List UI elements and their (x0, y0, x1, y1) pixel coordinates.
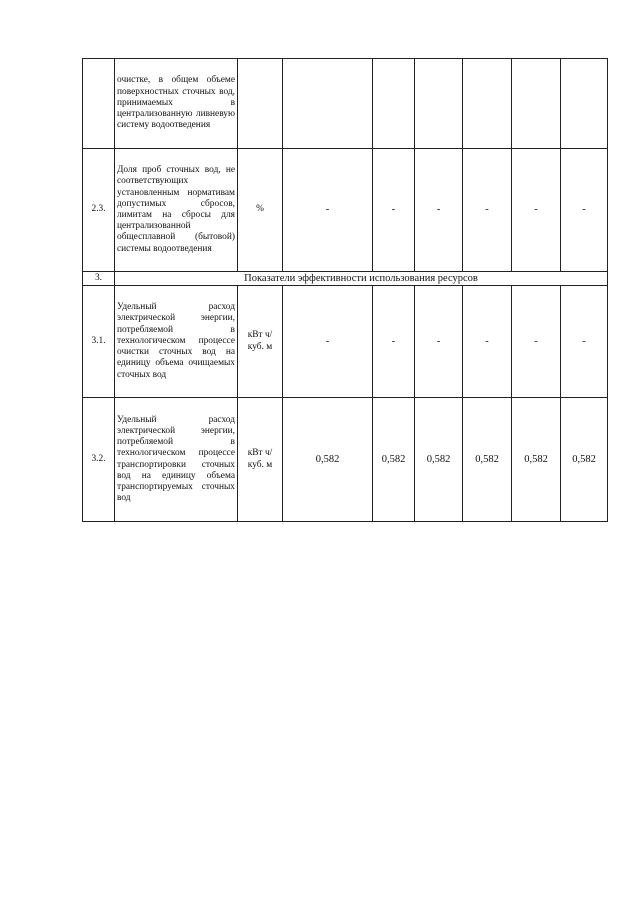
row-number: 3.2. (83, 398, 115, 522)
value-cell: 0,582 (561, 398, 608, 522)
value-cell (561, 59, 608, 149)
unit-cell (238, 59, 283, 149)
value-cell: - (373, 286, 415, 398)
unit-cell: кВт ч/куб. м (238, 398, 283, 522)
indicators-table (82, 58, 608, 522)
value-cell: - (283, 286, 373, 398)
value-cell: 0,582 (373, 398, 415, 522)
value-cell (463, 59, 512, 149)
value-cell: - (561, 286, 608, 398)
row-number: 3.1. (83, 286, 115, 398)
section-title: Показатели эффективности использования ресурсов (115, 272, 608, 286)
indicator-name: очистке, в общем объеме поверхностных сточных вод, принимаемых в централизованную ливневую систему водоотведения (115, 59, 238, 149)
indicator-name: Удельный расход электрической энергии, потребляемой в технологическом процессе очистки сточных вод на единицу объема очищаемых сточных вод (115, 286, 238, 398)
value-cell (415, 59, 463, 149)
row-number: 2.3. (83, 149, 115, 272)
table-row (83, 286, 608, 398)
value-cell: - (373, 149, 415, 272)
value-cell: 0,582 (283, 398, 373, 522)
value-cell: 0,582 (512, 398, 561, 522)
value-cell: - (463, 149, 512, 272)
value-cell: - (512, 286, 561, 398)
indicator-name: Доля проб сточных вод, не соответствующих установленным нормативам допустимых сбросов, лимитам на сбросы для централизованной общесплавной (бытовой) системы водоотведения (115, 149, 238, 272)
unit-cell: кВт ч/куб. м (238, 286, 283, 398)
indicator-name: Удельный расход электрической энергии, потребляемой в технологическом процессе транспортировки сточных вод на единицу объема транспортируемых сточных вод (115, 398, 238, 522)
value-cell: - (415, 286, 463, 398)
value-cell: - (283, 149, 373, 272)
value-cell: 0,582 (415, 398, 463, 522)
table-row (83, 59, 608, 149)
value-cell (283, 59, 373, 149)
value-cell (512, 59, 561, 149)
value-cell: 0,582 (463, 398, 512, 522)
table-row (83, 149, 608, 272)
unit-cell: % (238, 149, 283, 272)
value-cell: - (415, 149, 463, 272)
value-cell: - (512, 149, 561, 272)
row-number (83, 59, 115, 149)
section-number: 3. (83, 272, 115, 286)
value-cell (373, 59, 415, 149)
value-cell: - (463, 286, 512, 398)
value-cell: - (561, 149, 608, 272)
section-row (83, 272, 608, 286)
table-row (83, 398, 608, 522)
